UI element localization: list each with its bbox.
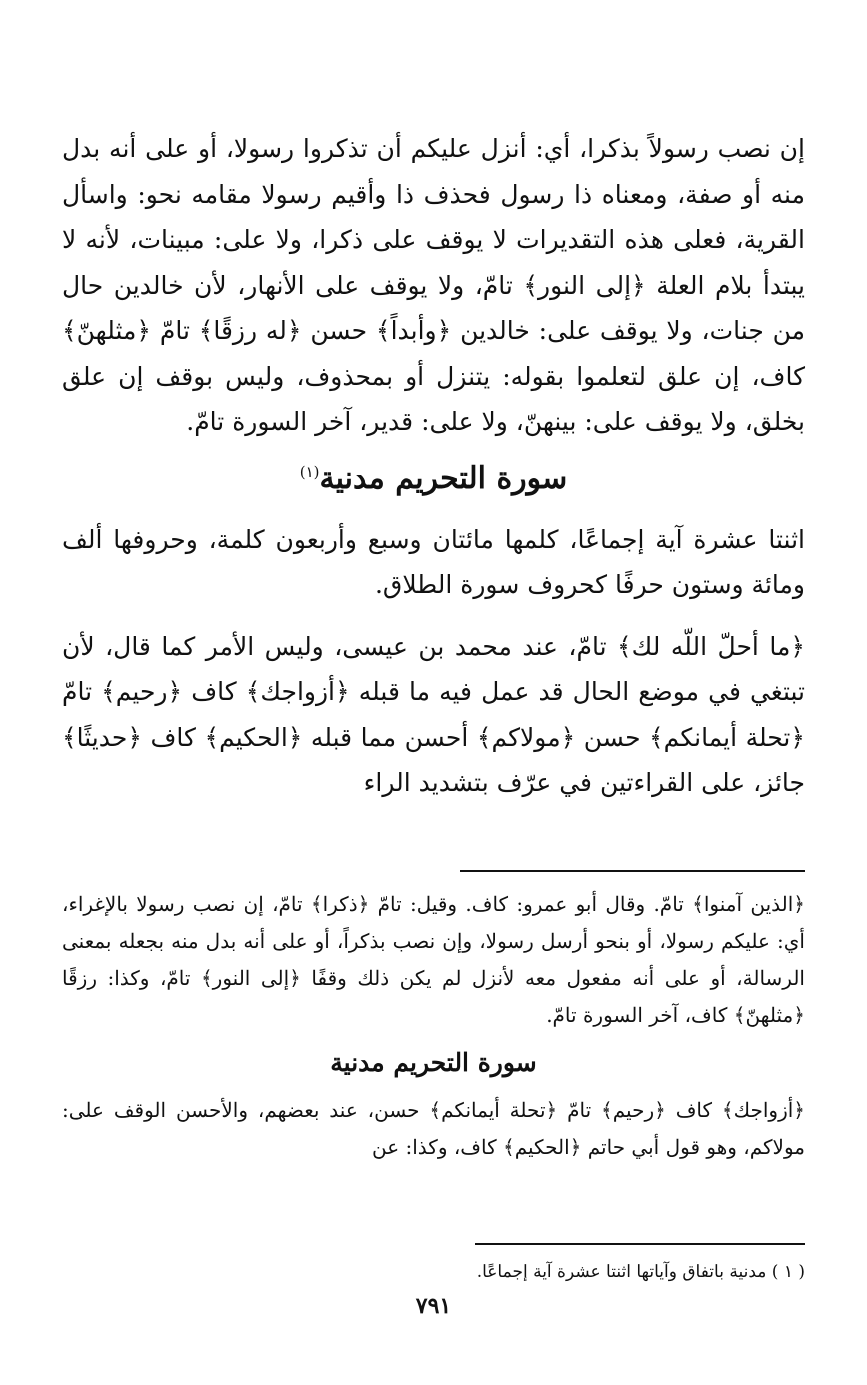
commentary-section (62, 886, 805, 1166)
paragraph-gap (62, 608, 805, 624)
main-text (62, 126, 805, 806)
commentary-divider (460, 870, 805, 872)
surah-heading (62, 455, 805, 503)
commentary-paragraph-1: ﴿الذين آمنوا﴾ تامّ. وقال أبو عمرو: كاف. وقيل: تامّ ﴿ذكرا﴾ تامّ، إن نصب رسولا بالإغراء، أي: عليكم رسولا، أو بنحو أرسل رسولا، وإن نصب بذكراً، أو على أنه بدل منه بجعله بمعنى الرسالة، أو على أنه مفعول معه لأنزل لم يكن ذلك وقفًا ﴿إلى النور﴾ تامّ، وكذا: رزقًا ﴿مثلهنّ﴾ كاف، آخر السورة تامّ. (62, 892, 805, 1027)
main-paragraph-3: ﴿ما أحلّ اللّه لك﴾ تامّ، عند محمد بن عيسى، وليس الأمر كما قال، لأن تبتغي في موضع الحال قد عمل فيه ما قبله ﴿أزواجك﴾ كاف ﴿رحيم﴾ تامّ ﴿تحلة أيمانكم﴾ حسن ﴿مولاكم﴾ أحسن مما قبله ﴿الحكيم﴾ كاف ﴿حديثًا﴾ جائز، على القراءتين في عرّف بتشديد الراء (62, 631, 805, 797)
surah-title: سورة التحريم مدنية (319, 460, 568, 496)
main-paragraph-2: اثنتا عشرة آية إجماعًا، كلمها مائتان وسبع وأربعون كلمة، وحروفها ألف ومائة وستون حرفًا كحروف سورة الطلاق. (62, 524, 805, 599)
page-number: ٧٩١ (415, 1293, 452, 1319)
footnote-marker[interactable]: (١) (299, 462, 320, 481)
footnote-divider (475, 1243, 805, 1245)
commentary-paragraph-2: ﴿أزواجك﴾ كاف ﴿رحيم﴾ تامّ ﴿تحلة أيمانكم﴾ حسن، عند بعضهم، والأحسن الوقف على: مولاكم، وهو قول أبي حاتم ﴿الحكيم﴾ كاف، وكذا: عن (62, 1098, 805, 1159)
commentary-surah-title: سورة التحريم مدنية (330, 1048, 537, 1077)
footnote: ( ١ ) مدنية باتفاق وآياتها اثنتا عشرة آية إجماعًا. (476, 1262, 805, 1282)
main-paragraph-1: إن نصب رسولاً بذكرا، أي: أنزل عليكم أن تذكروا رسولا، أو على أنه بدل منه أو صفة، ومعناه ذا رسول فحذف ذا وأقيم رسولا مقامه نحو: واسأل القرية، فعلى هذه التقديرات لا يوقف على ذكرا، ولا على: مبينات، لأنه لا يبتدأ بلام العلة ﴿إلى النور﴾ تامّ، ولا يوقف على الأنهار، لأن خالدين حال من جنات، ولا يوقف على: خالدين ﴿وأبداً﴾ حسن ﴿له رزقًا﴾ تامّ ﴿مثلهنّ﴾ كاف، إن علق لتعلموا بقوله: يتنزل أو بمحذوف، وليس بوقف إن علق بخلق، ولا يوقف على: بينهنّ، ولا على: قدير، آخر السورة تامّ. (62, 134, 805, 436)
